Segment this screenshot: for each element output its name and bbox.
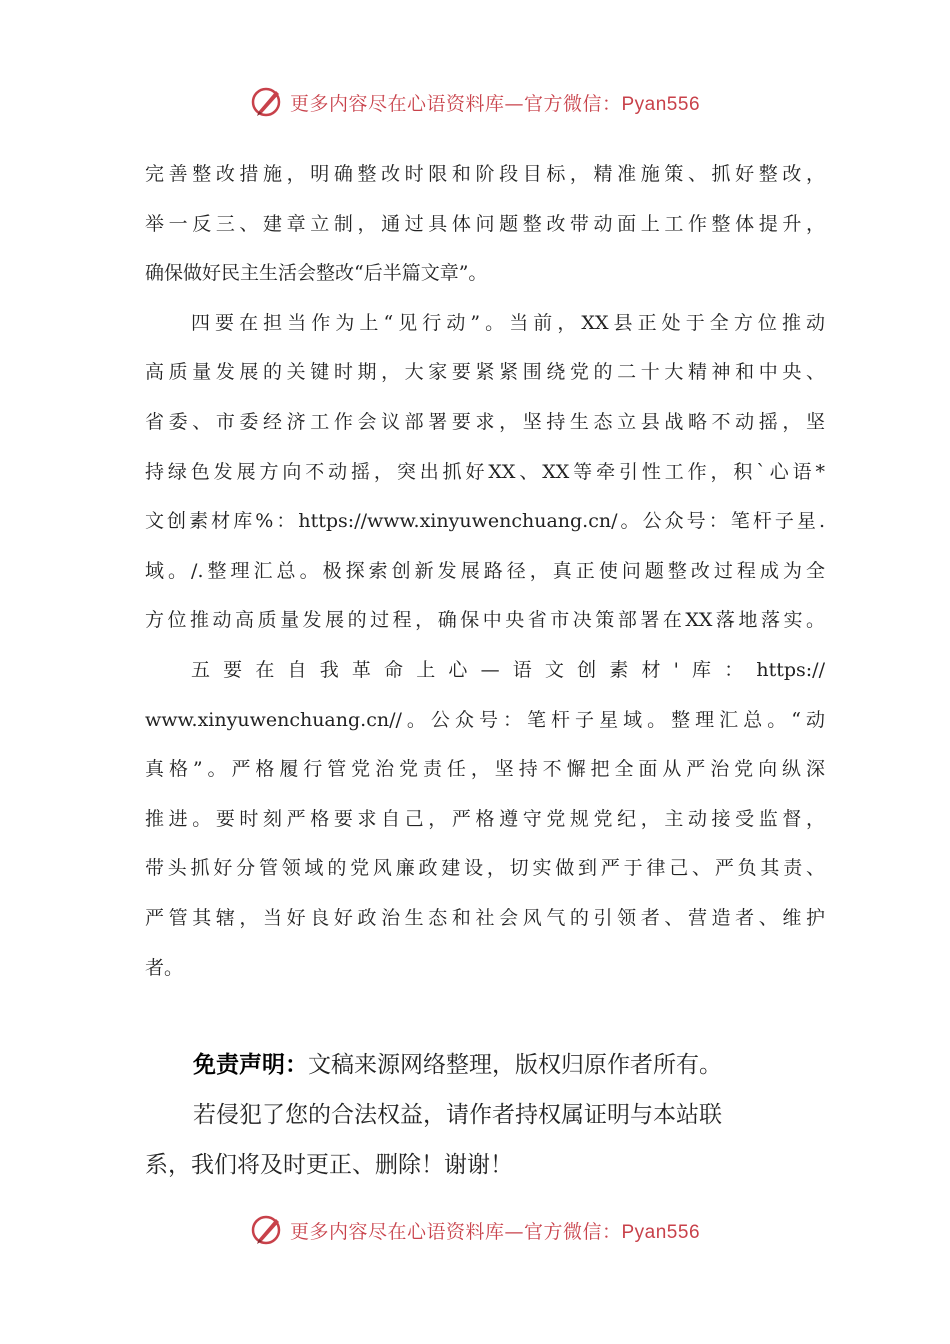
text-line: 举一反三、建章立制，通过具体问题整改带动面上工作整体提升，: [145, 212, 825, 235]
document-body: [145, 150, 825, 993]
text-line: 完善整改措施，明确整改时限和阶段目标，精准施策、抓好整改，: [145, 163, 825, 185]
disclaimer-label: 免责声明：: [193, 1052, 308, 1078]
paragraph-1: [145, 150, 825, 299]
banner-label: 更多内容尽在心语资料库—官方微信：: [289, 1220, 622, 1243]
text-line: 五要在自我革命上心—语文创素材'库：https://: [191, 658, 825, 681]
text-line: 严管其辖，当好良好政治生态和社会风气的引领者、营造者、维护: [145, 906, 825, 929]
text-line: 省委、市委经济工作会议部署要求，坚持生态立县战略不动摇，坚: [145, 410, 825, 433]
paragraph-2: [145, 299, 825, 646]
text-line: 方位推动高质量发展的过程，确保中央省市决策部署在XX落地落实。: [145, 609, 825, 632]
text-line: 真格”。严格履行管党治党责任，坚持不懈把全面从严治党向纵深: [145, 758, 825, 781]
text-line: 持绿色发展方向不动摇，突出抓好XX、XX等牵引性工作，积`心语*: [145, 460, 825, 483]
text-line: 者。: [145, 956, 184, 979]
text-line: 高质量发展的关键时期，大家要紧紧围绕党的二十大精神和中央、: [145, 361, 825, 384]
banner-account: Pyan556: [621, 1221, 701, 1243]
banner-text: [290, 89, 700, 116]
pen-logo-icon: [250, 85, 284, 119]
text-line: www.xinyuwenchuang.cn//。公众号：笔杆子星域。整理汇总。“动: [145, 708, 825, 731]
footer-banner: [0, 1210, 950, 1250]
banner-account: Pyan556: [621, 93, 701, 115]
disclaimer-line-1: [145, 1040, 825, 1090]
pen-logo-icon: [250, 1213, 284, 1247]
text-line: 四要在担当作为上“见行动”。当前，XX县正处于全方位推动: [191, 311, 825, 334]
disclaimer-text: 文稿来源网络整理，版权归原作者所有。: [308, 1052, 722, 1078]
header-banner: [0, 82, 950, 122]
text-line: 确保做好民主生活会整改“后半篇文章”。: [145, 262, 488, 285]
text-line: 带头抓好分管领域的党风廉政建设，切实做到严于律己、严负其责、: [145, 857, 825, 880]
banner-text: [290, 1217, 700, 1244]
disclaimer-line-2: 若侵犯了您的合法权益，请作者持权属证明与本站联: [193, 1102, 722, 1128]
text-line: 域。/.整理汇总。极探索创新发展路径，真正使问题整改过程成为全: [145, 559, 825, 582]
text-line: 推进。要时刻严格要求自己，严格遵守党规党纪，主动接受监督，: [145, 807, 825, 830]
paragraph-3: [145, 646, 825, 993]
disclaimer: [145, 1040, 825, 1190]
banner-label: 更多内容尽在心语资料库—官方微信：: [289, 92, 622, 115]
text-line: 文创素材库%：https://www.xinyuwenchuang.cn/。公众号：笔杆子星.: [145, 510, 825, 533]
disclaimer-line-3: 系，我们将及时更正、删除！谢谢！: [145, 1152, 513, 1178]
